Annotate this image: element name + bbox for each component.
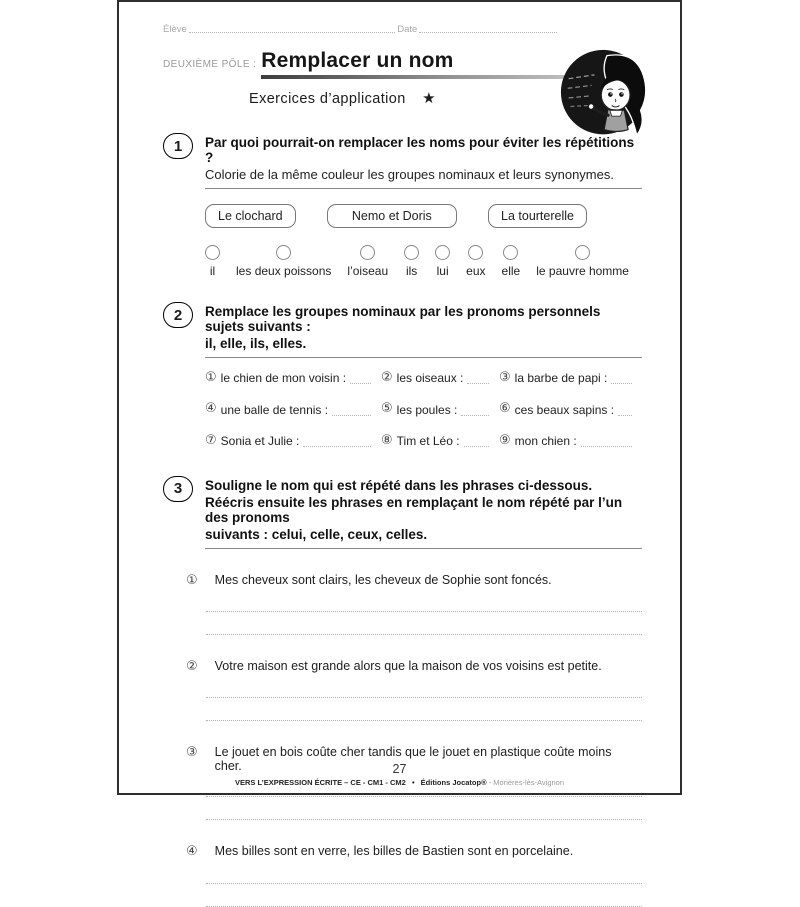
eleve-write-line[interactable]: [189, 22, 396, 33]
option-label: eux: [466, 264, 486, 278]
sentence-text: Votre maison est grande alors que la maison de vos voisins est petite.: [214, 659, 602, 674]
option-label: ils: [405, 264, 418, 278]
date-label: Date: [397, 24, 418, 35]
exercise-1: [163, 133, 642, 278]
sentence-text: Le jouet en bois coûte cher tandis que le jouet en plastique coûte moins cher.: [214, 745, 612, 774]
synonym-options: [205, 245, 629, 278]
answer-line[interactable]: [350, 375, 371, 384]
pole-label: DEUXIÈME PÔLE :: [163, 59, 257, 70]
rewrite-line[interactable]: [206, 588, 642, 612]
color-circle[interactable]: [404, 245, 419, 260]
color-circle[interactable]: [435, 245, 450, 260]
credit-separator: •: [411, 778, 415, 787]
item-text: les poules :: [396, 402, 458, 417]
item-number: ⑤: [381, 401, 393, 417]
noun-box-le-clochard[interactable]: Le clochard: [205, 204, 296, 228]
sentence-number: ①: [186, 572, 198, 588]
grid-item-4: [205, 402, 381, 416]
sentence-text: Mes cheveux sont clairs, les cheveux de Sophie sont foncés.: [214, 572, 552, 587]
item-number: ⑧: [381, 432, 393, 448]
answer-line[interactable]: [464, 438, 489, 447]
sentence-text: Mes billes sont en verre, les billes de Bastien sont en porcelaine.: [214, 844, 574, 859]
item-number: ④: [205, 401, 217, 417]
credit-publisher: Éditions Jocatop®: [420, 778, 487, 787]
option-il: [205, 245, 220, 278]
item-text: la barbe de papi :: [514, 371, 608, 386]
noun-group-boxes: [205, 204, 587, 228]
option-lui: [435, 245, 450, 278]
sentence-number: ③: [186, 745, 198, 761]
exercise-3-rule: [205, 548, 642, 549]
item-text: une balle de tennis :: [220, 402, 329, 417]
grid-item-9: [499, 434, 642, 448]
option-les-deux-poissons: [236, 245, 331, 278]
star-icon: ★: [422, 90, 436, 107]
grid-item-2: [381, 371, 499, 385]
grid-item-1: [205, 371, 381, 385]
exercise-2-rule: [205, 357, 642, 358]
answer-line[interactable]: [461, 407, 489, 416]
exercise-2: [163, 302, 642, 448]
grid-item-8: [381, 434, 499, 448]
exercise-3-instruction-line2: Réécris ensuite les phrases en remplaçant le nom répété par l’un des pronoms: [205, 494, 623, 525]
rewrite-line[interactable]: [206, 797, 642, 820]
exercise-2-instruction-line1: Remplace les groupes nominaux par les pronoms personnels sujets suivants :: [205, 304, 601, 334]
exercise-1-rule: [205, 188, 642, 189]
credit-line: [119, 778, 680, 787]
item-number: ⑨: [499, 432, 511, 448]
option-elle: [502, 245, 521, 278]
exercise-1-question: Par quoi pourrait-on remplacer les noms pour éviter les répétitions ?: [205, 135, 635, 165]
noun-box-nemo-et-doris[interactable]: Nemo et Doris: [327, 204, 457, 228]
rewrite-line[interactable]: [206, 884, 642, 907]
eleve-label: Élève: [163, 24, 187, 35]
date-write-line[interactable]: [419, 22, 557, 33]
item-number: ①: [205, 370, 217, 385]
option-label: il: [209, 264, 216, 278]
item-text: mon chien :: [514, 433, 577, 448]
answer-line[interactable]: [611, 375, 632, 384]
exercise-1-number-badge: 1: [163, 133, 193, 159]
girl-chalkboard-illustration: [559, 47, 655, 143]
exercise-3-number-badge: 3: [163, 476, 193, 502]
subtitle-text: Exercices d’application: [249, 91, 406, 107]
rewrite-line[interactable]: [206, 698, 642, 721]
exercise-2-number-badge: 2: [163, 302, 193, 328]
option-label: lui: [436, 264, 449, 278]
item-number: ②: [381, 370, 393, 385]
option-eux: [466, 245, 485, 278]
item-text: Tim et Léo :: [396, 433, 460, 448]
noun-replacement-grid: [205, 371, 642, 448]
exercise-3: [163, 476, 642, 549]
grid-item-5: [381, 402, 499, 416]
color-circle[interactable]: [205, 245, 220, 260]
exercise-3-instruction-line3: suivants : celui, celle, ceux, celles.: [205, 526, 428, 542]
rewrite-line[interactable]: [206, 674, 642, 698]
rewrite-line[interactable]: [206, 860, 642, 884]
rewrite-line[interactable]: [206, 612, 642, 635]
option-le-pauvre-homme: [536, 245, 629, 278]
color-circle[interactable]: [468, 245, 483, 260]
item-text: le chien de mon voisin :: [220, 371, 347, 386]
answer-line[interactable]: [467, 375, 489, 384]
color-circle[interactable]: [503, 245, 518, 260]
exercise-2-instruction-line2: il, elle, ils, elles.: [205, 336, 307, 351]
grid-item-7: [205, 434, 381, 448]
item-number: ⑥: [499, 401, 511, 417]
option-label: les deux poissons: [236, 264, 332, 278]
sentence-number: ④: [186, 844, 198, 860]
color-circle[interactable]: [575, 245, 590, 260]
option-l-oiseau: [347, 245, 388, 278]
sentence-number: ②: [186, 659, 198, 675]
item-number: ⑦: [205, 432, 217, 448]
answer-line[interactable]: [581, 438, 632, 447]
page-title: Remplacer un nom: [261, 49, 454, 72]
page-number: 27: [392, 762, 407, 776]
answer-line[interactable]: [618, 407, 632, 416]
option-ils: [404, 245, 419, 278]
item-text: les oiseaux :: [396, 371, 464, 386]
student-date-line: [163, 22, 559, 35]
grid-item-3: [499, 371, 642, 385]
exercise-1-instruction: Colorie de la même couleur les groupes nominaux et leurs synonymes.: [205, 167, 614, 182]
option-label: le pauvre homme: [536, 264, 629, 278]
answer-line[interactable]: [332, 407, 371, 416]
sentence-2: [186, 659, 642, 721]
credit-location: - Morières-lès-Avignon: [488, 778, 565, 787]
exercise-3-instruction-line1: Souligne le nom qui est répété dans les phrases ci-dessous.: [205, 477, 593, 493]
worksheet-page: [117, 0, 682, 860]
item-number: ③: [499, 370, 511, 385]
color-circle[interactable]: [360, 245, 375, 260]
sentence-4: [186, 844, 642, 906]
option-label: elle: [501, 264, 521, 278]
noun-box-la-tourterelle[interactable]: La tourterelle: [488, 204, 587, 228]
item-text: ces beaux sapins :: [514, 402, 615, 417]
grid-item-6: [499, 402, 642, 416]
sentence-1: [186, 573, 642, 635]
item-text: Sonia et Julie :: [220, 433, 300, 448]
answer-line[interactable]: [303, 438, 371, 447]
option-label: l’oiseau: [347, 264, 389, 278]
credit-series: VERS L’EXPRESSION ÉCRITE – CE - CM1 - CM2: [234, 778, 406, 787]
page-footer: [119, 762, 680, 787]
color-circle[interactable]: [276, 245, 291, 260]
